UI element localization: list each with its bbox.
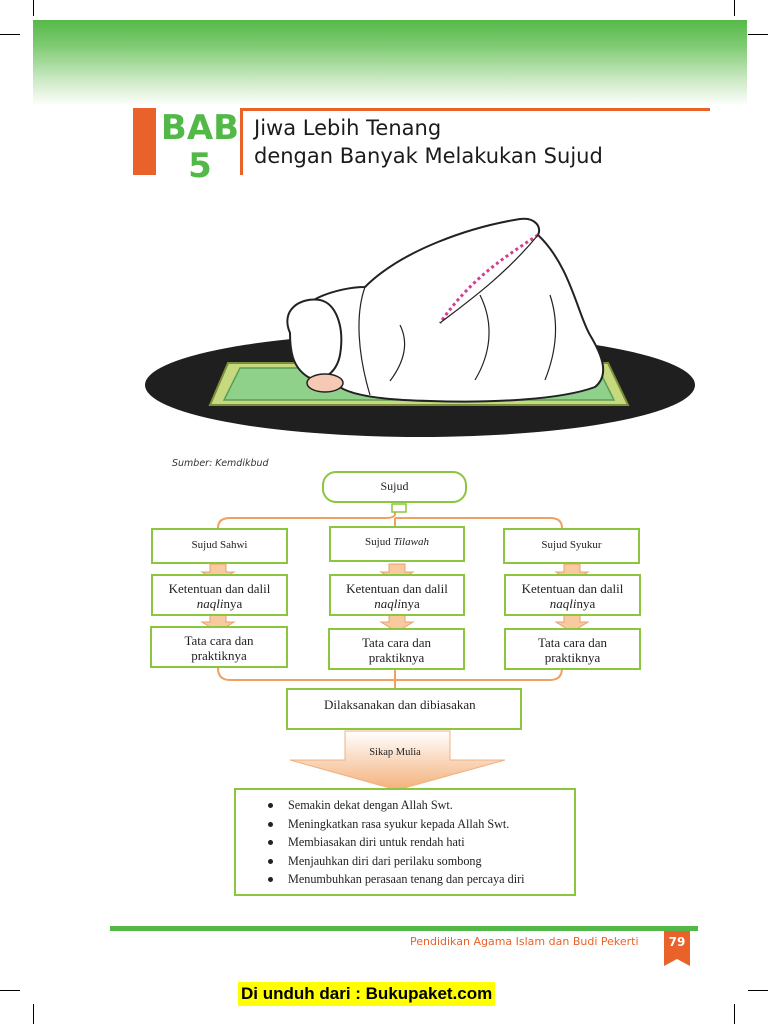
crop-mark: [33, 1004, 34, 1024]
branch-label-italic: Tilawah: [393, 536, 429, 548]
list-item: Menumbuhkan perasaan tenang dan percaya diri: [288, 870, 574, 889]
crop-mark: [0, 34, 20, 35]
root-label: Sujud: [380, 479, 409, 493]
header-band: [33, 20, 747, 106]
rule-box-tilawah: [329, 574, 465, 616]
practice-line1: Tata cara dan: [184, 633, 254, 648]
merge-label: Dilaksanakan dan dibiasakan: [324, 697, 476, 712]
branch-label-prefix: Sujud: [365, 536, 394, 548]
image-source-caption: Sumber: Kemdikbud: [172, 458, 269, 469]
chapter-number: 5: [188, 146, 212, 186]
list-item: Membiasakan diri untuk rendah hati: [288, 833, 574, 852]
list-item: Semakin dekat dengan Allah Swt.: [288, 796, 574, 815]
sikap-mulia-label: Sikap Mulia: [369, 747, 421, 758]
rule-line1: Ketentuan dan dalil: [168, 581, 271, 596]
rule-suffix: nya: [223, 596, 243, 611]
results-box: [234, 788, 576, 896]
crop-mark: [734, 1004, 735, 1024]
rule-suffix: nya: [400, 596, 420, 611]
rule-line2: [153, 596, 286, 611]
rule-box-sahwi: [151, 574, 288, 616]
practice-line1: Tata cara dan: [537, 635, 608, 650]
rule-box-syukur: [504, 574, 641, 616]
rule-italic: naqli: [549, 596, 577, 611]
page-number: 79: [668, 935, 686, 949]
practice-line2: praktiknya: [544, 650, 601, 665]
practice-line2: praktiknya: [191, 648, 247, 663]
rule-line1: Ketentuan dan dalil: [521, 581, 624, 596]
root-box-sujud: [322, 471, 467, 503]
crop-mark: [748, 34, 768, 35]
crop-mark: [33, 0, 34, 16]
sujud-illustration: [140, 205, 700, 445]
rule-italic: naqli: [196, 596, 224, 611]
crop-mark: [734, 0, 735, 16]
branch-box-tilawah: [329, 526, 465, 562]
download-source-note: Di unduh dari : Bukupaket.com: [238, 982, 495, 1006]
rule-line1: Ketentuan dan dalil: [346, 581, 448, 596]
practice-line1: Tata cara dan: [361, 635, 432, 650]
practice-box-sahwi: [150, 626, 288, 668]
rule-suffix: nya: [576, 596, 596, 611]
practice-box-tilawah: [328, 628, 465, 670]
crop-mark: [0, 990, 20, 991]
crop-mark: [748, 990, 768, 991]
list-item: Meningkatkan rasa syukur kepada Allah Swt.: [288, 815, 574, 834]
chapter-accent-bar: [133, 108, 156, 175]
sikap-arrow: [290, 731, 505, 790]
results-list: [236, 796, 574, 889]
rule-line2: [331, 596, 463, 611]
footer-rule: [110, 926, 698, 931]
chapter-title-line1: Jiwa Lebih Tenang: [254, 116, 442, 140]
rule-italic: naqli: [374, 596, 401, 611]
chapter-rule: [243, 108, 710, 111]
branch-label: Sujud Syukur: [541, 539, 602, 551]
branch-box-sahwi: [151, 528, 288, 564]
practice-line2: praktiknya: [368, 650, 425, 665]
merge-box: [286, 688, 522, 730]
praying-figure: [287, 219, 603, 402]
chapter-title-line2: dengan Banyak Melakukan Sujud: [254, 144, 603, 168]
chapter-divider: [240, 108, 243, 175]
practice-box-syukur: [504, 628, 641, 670]
chapter-title: [254, 114, 603, 170]
branch-label: Sujud Sahwi: [191, 539, 248, 551]
rule-line2: [506, 596, 639, 611]
list-item: Menjauhkan diri dari perilaku sombong: [288, 852, 574, 871]
chapter-label: BAB: [160, 108, 240, 148]
footer-book-title: Pendidikan Agama Islam dan Budi Pekerti: [410, 935, 639, 948]
branch-box-syukur: [503, 528, 640, 564]
